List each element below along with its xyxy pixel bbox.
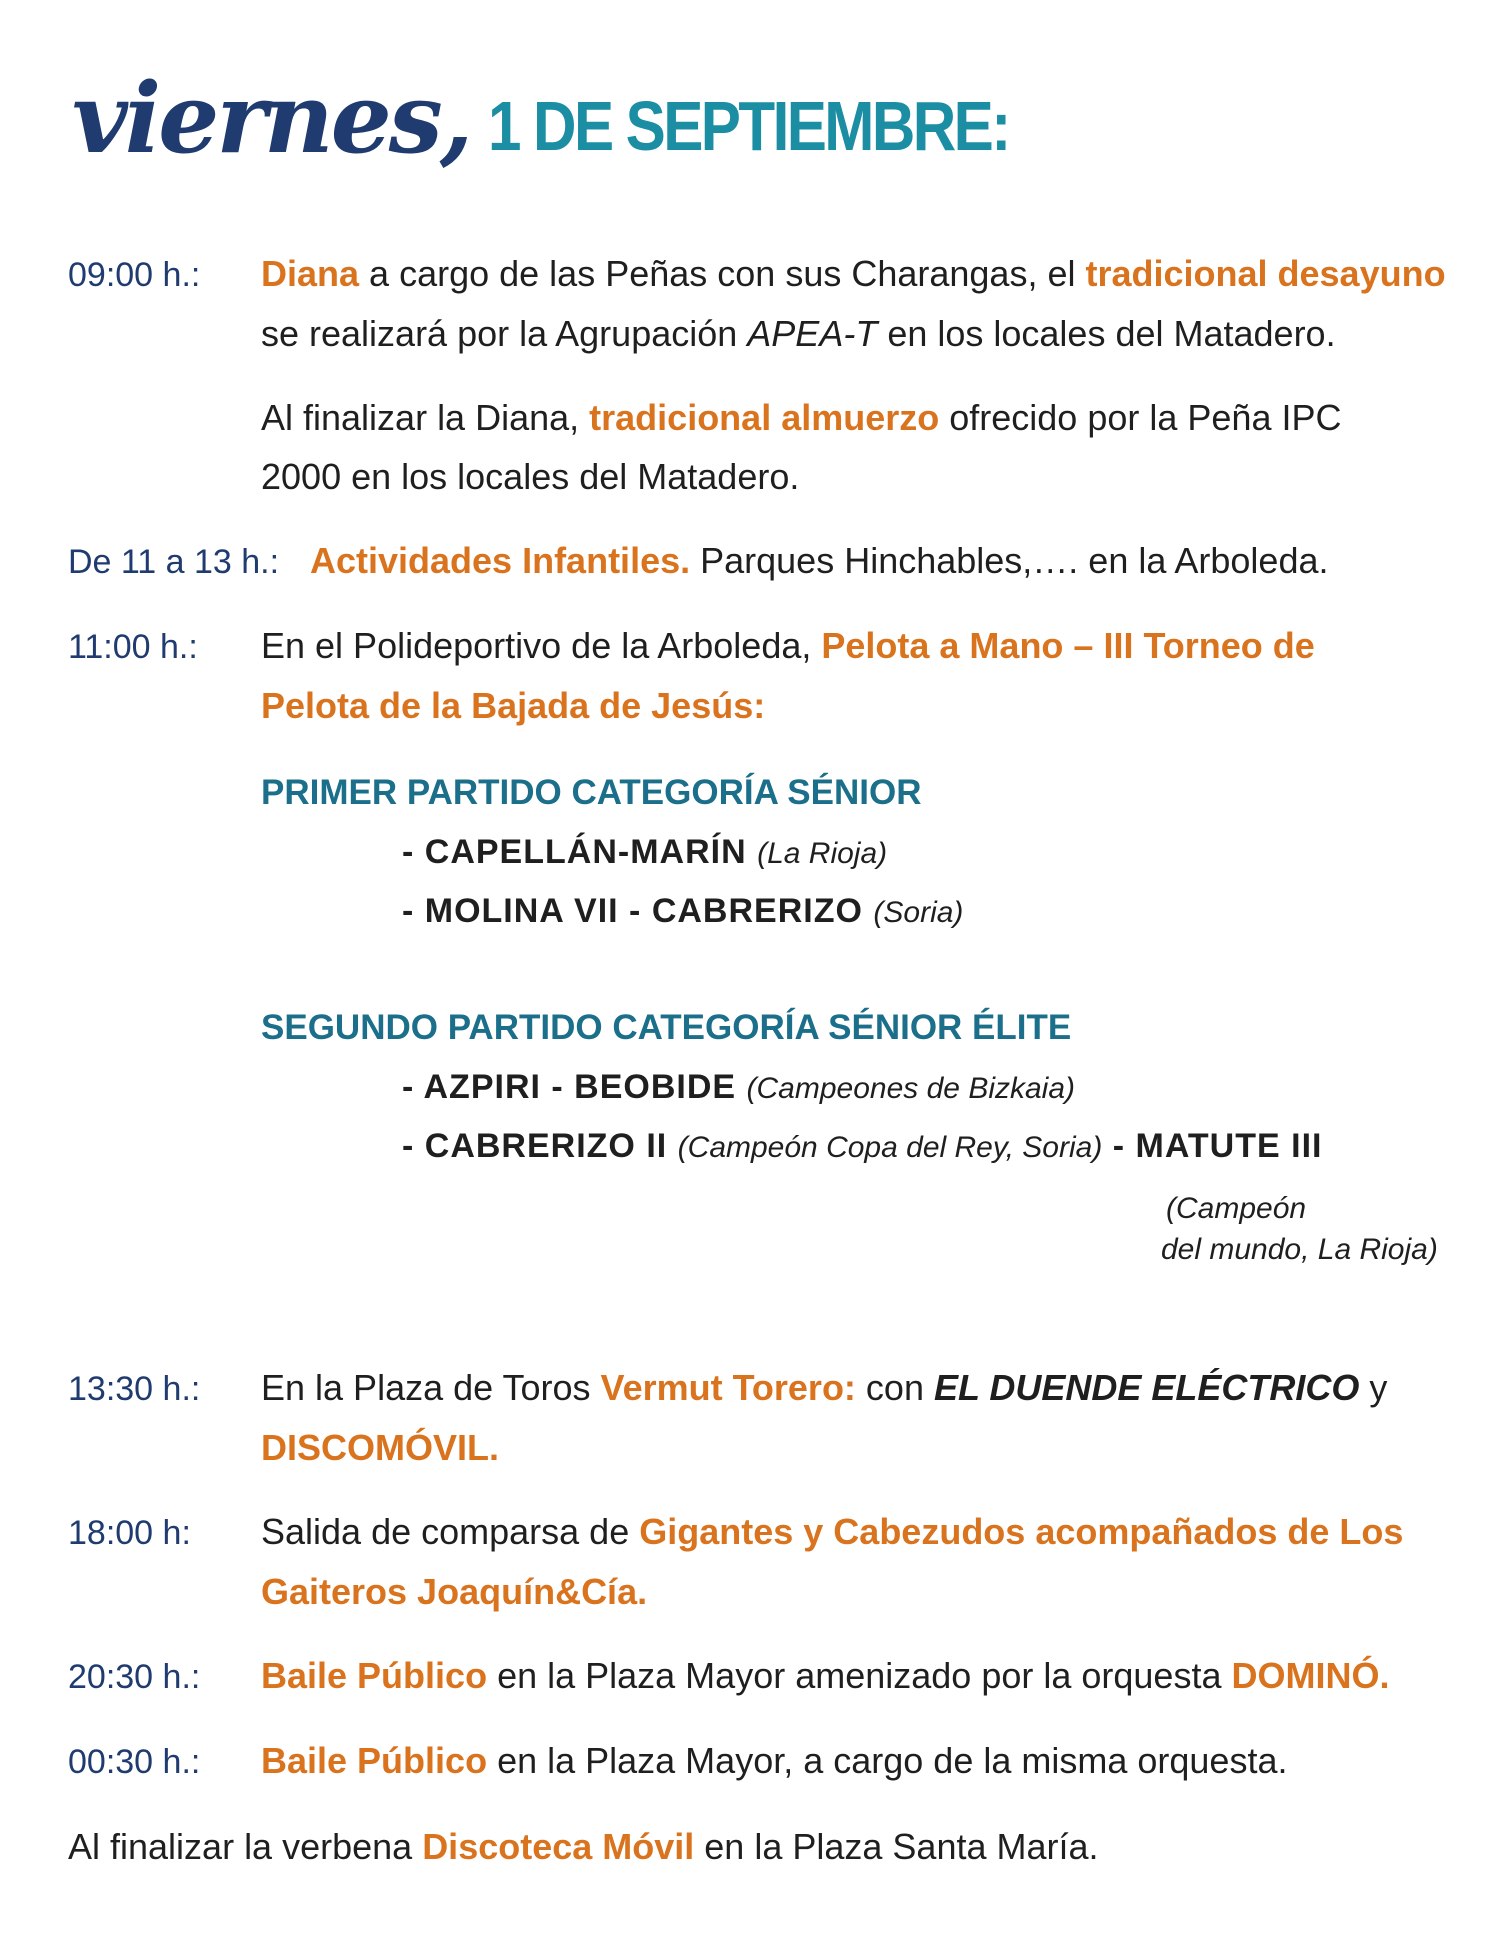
match1-player2: - MOLINA VII - CABRERIZO (Soria)	[402, 892, 964, 930]
event-2030-line1: Baile Público en la Plaza Mayor amenizado por la orquesta DOMINÓ.	[261, 1655, 1390, 1696]
event-0900-line1: Diana a cargo de las Peñas con sus Charangas, el tradicional desayuno	[261, 253, 1446, 294]
event-0900-line3: Al finalizar la Diana, tradicional almuerzo ofrecido por la Peña IPC	[261, 397, 1342, 438]
event-1800-line1: Salida de comparsa de Gigantes y Cabezudos acompañados de Los	[261, 1511, 1404, 1552]
event-1330-line1: En la Plaza de Toros Vermut Torero: con EL DUENDE ELÉCTRICO y	[261, 1367, 1388, 1408]
match2-title: SEGUNDO PARTIDO CATEGORÍA SÉNIOR ÉLITE	[261, 1008, 1072, 1047]
event-time-2030: 20:30 h.:	[68, 1658, 201, 1696]
day-script-title: viernes,	[72, 62, 471, 175]
event-0030-line1: Baile Público en la Plaza Mayor, a cargo de la misma orquesta.	[261, 1740, 1288, 1781]
match2-note-b: del mundo, La Rioja)	[1161, 1233, 1438, 1266]
event-time-0030: 00:30 h.:	[68, 1743, 201, 1781]
event-11-13-line1: Actividades Infantiles. Parques Hinchables,…. en la Arboleda.	[310, 540, 1329, 581]
match2-player1: - AZPIRI - BEOBIDE (Campeones de Bizkaia)	[402, 1068, 1076, 1106]
event-0900-line2: se realizará por la Agrupación APEA-T en los locales del Matadero.	[261, 313, 1336, 354]
event-1100-line2: Pelota de la Bajada de Jesús:	[261, 685, 766, 726]
event-time-1100: 11:00 h.:	[68, 628, 198, 666]
event-time-1800: 18:00 h:	[68, 1514, 191, 1552]
footer-line: Al finalizar la verbena Discoteca Móvil en la Plaza Santa María.	[68, 1826, 1099, 1867]
match1-title: PRIMER PARTIDO CATEGORÍA SÉNIOR	[261, 773, 922, 812]
match1-player1: - CAPELLÁN-MARÍN (La Rioja)	[402, 833, 888, 871]
date-title: 1 DE SEPTIEMBRE:	[488, 87, 1009, 165]
match2-note-a: (Campeón	[1166, 1192, 1307, 1225]
match2-player2: - CABRERIZO II (Campeón Copa del Rey, Soria) - MATUTE III	[402, 1127, 1323, 1165]
event-time-11-13: De 11 a 13 h.:	[68, 543, 280, 581]
event-1330-line2: DISCOMÓVIL.	[261, 1427, 500, 1468]
event-1100-line1: En el Polideportivo de la Arboleda, Pelota a Mano – III Torneo de	[261, 625, 1315, 666]
event-0900-line4: 2000 en los locales del Matadero.	[261, 456, 800, 497]
event-1800-line2: Gaiteros Joaquín&Cía.	[261, 1571, 648, 1612]
event-time-0900: 09:00 h.:	[68, 256, 201, 294]
event-time-1330: 13:30 h.:	[68, 1370, 201, 1408]
